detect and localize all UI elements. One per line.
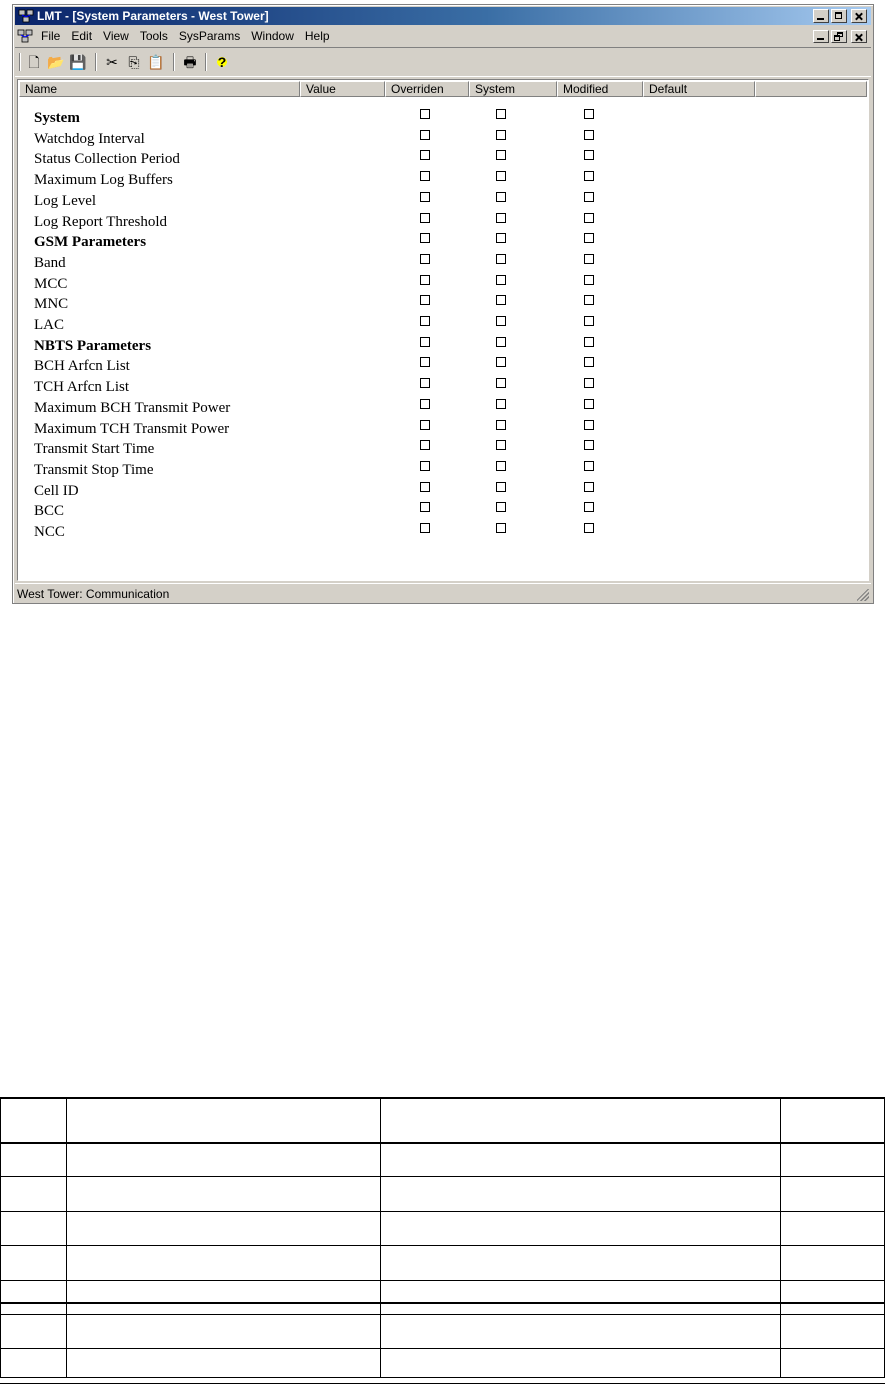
table-rule [0, 1348, 885, 1349]
parameter-label: Watchdog Interval [34, 130, 145, 147]
overriden-checkbox[interactable] [420, 171, 430, 181]
table-rule [0, 1176, 885, 1177]
column-header-name[interactable]: Name [19, 81, 300, 97]
doc-close-button[interactable] [851, 30, 867, 43]
overriden-checkbox[interactable] [420, 461, 430, 471]
overriden-checkbox[interactable] [420, 502, 430, 512]
parameter-label: LAC [34, 317, 64, 333]
parameter-row[interactable] [18, 397, 866, 418]
overriden-checkbox[interactable] [420, 523, 430, 533]
group-row[interactable] [18, 335, 866, 356]
parameter-label: MCC [34, 275, 68, 292]
minimize-button[interactable] [813, 9, 829, 23]
table-rule [0, 1142, 885, 1144]
column-header-modified[interactable]: Modified [557, 81, 643, 97]
print-icon[interactable]: 🖶 [183, 54, 197, 70]
system-checkbox[interactable] [496, 420, 506, 430]
lmt-window [12, 4, 874, 604]
parameter-row[interactable] [18, 169, 866, 190]
overriden-checkbox[interactable] [420, 254, 430, 264]
column-header-filler [755, 81, 867, 97]
modified-checkbox[interactable] [584, 233, 594, 243]
modified-checkbox[interactable] [584, 295, 594, 305]
system-checkbox[interactable] [496, 213, 506, 223]
menu-bar [15, 27, 871, 45]
modified-checkbox[interactable] [584, 254, 594, 264]
parameter-label: MNC [34, 296, 69, 313]
cut-icon[interactable]: ✂ [106, 54, 118, 70]
toolbar-separator [173, 53, 175, 71]
overriden-checkbox[interactable] [420, 192, 430, 202]
parameter-label: Log Level [34, 192, 97, 209]
help-icon[interactable]: ? [213, 54, 231, 70]
parameter-label: Maximum TCH Transmit Power [34, 420, 230, 437]
parameter-row[interactable] [18, 500, 866, 521]
list-header [19, 81, 867, 97]
overriden-checkbox[interactable] [420, 233, 430, 243]
group-label: GSM Parameters [34, 234, 147, 251]
system-checkbox[interactable] [496, 150, 506, 160]
system-checkbox[interactable] [496, 130, 506, 140]
system-checkbox[interactable] [496, 502, 506, 512]
system-checkbox[interactable] [496, 233, 506, 243]
modified-checkbox[interactable] [584, 316, 594, 326]
new-icon[interactable]: 🗋 [28, 54, 40, 70]
parameter-label: NCC [34, 524, 65, 540]
overriden-checkbox[interactable] [420, 150, 430, 160]
modified-checkbox[interactable] [584, 420, 594, 430]
system-checkbox[interactable] [496, 192, 506, 202]
table-rule [0, 1314, 885, 1315]
doc-minimize-button[interactable] [813, 30, 829, 43]
menu-sysparams[interactable]: SysParams [178, 29, 241, 43]
modified-checkbox[interactable] [584, 213, 594, 223]
parameter-row[interactable] [18, 252, 866, 273]
table-rule [0, 1245, 885, 1246]
parameter-row[interactable] [18, 148, 866, 169]
parameter-row[interactable] [18, 211, 866, 232]
parameter-row[interactable] [18, 314, 866, 335]
modified-checkbox[interactable] [584, 502, 594, 512]
parameter-label: BCH Arfcn List [34, 358, 130, 375]
parameter-row[interactable] [18, 438, 866, 459]
open-icon[interactable]: 📂 [47, 54, 65, 70]
parameter-row[interactable] [18, 273, 866, 294]
copy-icon[interactable]: ⎘ [128, 54, 140, 70]
paste-icon[interactable]: 📋 [147, 54, 165, 70]
parameter-label: Log Report Threshold [34, 213, 168, 230]
group-row[interactable] [18, 231, 866, 252]
doc-restore-button[interactable] [831, 30, 847, 43]
modified-checkbox[interactable] [584, 399, 594, 409]
modified-checkbox[interactable] [584, 523, 594, 533]
status-text: West Tower: Communication [17, 587, 170, 601]
system-checkbox[interactable] [496, 316, 506, 326]
parameter-row[interactable] [18, 376, 866, 397]
system-checkbox[interactable] [496, 357, 506, 367]
menu-view[interactable]: View [103, 29, 129, 43]
table-rule [0, 1211, 885, 1212]
parameter-label: Maximum BCH Transmit Power [34, 399, 231, 416]
status-bar [15, 583, 871, 602]
modified-checkbox[interactable] [584, 337, 594, 347]
parameter-row[interactable] [18, 190, 866, 211]
toolbar-separator [205, 53, 207, 71]
overriden-checkbox[interactable] [420, 213, 430, 223]
system-checkbox[interactable] [496, 482, 506, 492]
footer-rule [0, 1302, 885, 1304]
overriden-checkbox[interactable] [420, 440, 430, 450]
parameter-label: Transmit Start Time [34, 441, 155, 458]
table-column-rule [780, 1097, 781, 1378]
overriden-checkbox[interactable] [420, 109, 430, 119]
parameter-label: TCH Arfcn List [34, 379, 129, 396]
parameter-label: Transmit Stop Time [34, 461, 154, 478]
modified-checkbox[interactable] [584, 440, 594, 450]
modified-checkbox[interactable] [584, 275, 594, 285]
modified-checkbox[interactable] [584, 192, 594, 202]
close-button[interactable] [851, 9, 867, 23]
overriden-checkbox[interactable] [420, 378, 430, 388]
column-header-system[interactable]: System [469, 81, 557, 97]
resize-grip-icon[interactable] [857, 589, 869, 601]
system-checkbox[interactable] [496, 523, 506, 533]
overriden-checkbox[interactable] [420, 275, 430, 285]
group-label: System [34, 110, 80, 126]
modified-checkbox[interactable] [584, 109, 594, 119]
column-header-value[interactable]: Value [300, 81, 385, 97]
empty-document-table [0, 1097, 885, 1379]
menu-window[interactable]: Window [251, 29, 294, 43]
modified-checkbox[interactable] [584, 150, 594, 160]
parameter-label: BCC [34, 503, 65, 520]
overriden-checkbox[interactable] [420, 482, 430, 492]
parameter-label: Status Collection Period [34, 151, 180, 168]
system-checkbox[interactable] [496, 275, 506, 285]
parameter-label: Maximum Log Buffers [34, 172, 173, 189]
modified-checkbox[interactable] [584, 130, 594, 140]
maximize-button[interactable] [831, 9, 847, 23]
parameters-list[interactable] [17, 79, 869, 581]
menu-help[interactable]: Help [304, 29, 330, 43]
overriden-checkbox[interactable] [420, 420, 430, 430]
system-checkbox[interactable] [496, 399, 506, 409]
toolbar [15, 47, 871, 77]
toolbar-separator [95, 53, 97, 71]
system-checkbox[interactable] [496, 461, 506, 471]
window-title: LMT - [System Parameters - West Tower] [37, 9, 269, 23]
system-checkbox[interactable] [496, 378, 506, 388]
parameter-label: Band [34, 254, 66, 271]
table-rule [0, 1377, 885, 1378]
menu-file[interactable]: File [41, 29, 61, 43]
modified-checkbox[interactable] [584, 357, 594, 367]
toolbar-separator [19, 53, 21, 71]
table-column-rule [66, 1097, 67, 1378]
parameter-row[interactable] [18, 418, 866, 439]
parameter-row[interactable] [18, 521, 866, 542]
column-header-default[interactable]: Default [643, 81, 755, 97]
system-checkbox[interactable] [496, 295, 506, 305]
system-checkbox[interactable] [496, 109, 506, 119]
system-checkbox[interactable] [496, 440, 506, 450]
system-checkbox[interactable] [496, 254, 506, 264]
overriden-checkbox[interactable] [420, 399, 430, 409]
overriden-checkbox[interactable] [420, 295, 430, 305]
save-icon[interactable]: 💾 [69, 54, 87, 70]
overriden-checkbox[interactable] [420, 337, 430, 347]
modified-checkbox[interactable] [584, 461, 594, 471]
group-row[interactable] [18, 107, 866, 128]
table-column-rule [0, 1097, 1, 1378]
group-label: NBTS Parameters [34, 337, 152, 354]
menu-edit[interactable]: Edit [71, 29, 93, 43]
table-rule [0, 1280, 885, 1281]
overriden-checkbox[interactable] [420, 357, 430, 367]
system-checkbox[interactable] [496, 337, 506, 347]
modified-checkbox[interactable] [584, 482, 594, 492]
parameter-row[interactable] [18, 459, 866, 480]
overriden-checkbox[interactable] [420, 316, 430, 326]
system-checkbox[interactable] [496, 171, 506, 181]
title-bar[interactable] [15, 7, 871, 25]
table-column-rule [380, 1097, 381, 1378]
parameter-row[interactable] [18, 293, 866, 314]
parameter-row[interactable] [18, 480, 866, 501]
parameter-row[interactable] [18, 128, 866, 149]
app-icon [18, 8, 34, 24]
table-rule [0, 1097, 885, 1099]
parameter-label: Cell ID [34, 482, 79, 499]
table-column-rule [884, 1097, 885, 1378]
parameter-row[interactable] [18, 355, 866, 376]
column-header-overriden[interactable]: Overriden [385, 81, 469, 97]
document-icon[interactable] [17, 28, 33, 44]
modified-checkbox[interactable] [584, 378, 594, 388]
overriden-checkbox[interactable] [420, 130, 430, 140]
modified-checkbox[interactable] [584, 171, 594, 181]
menu-tools[interactable]: Tools [139, 29, 168, 43]
